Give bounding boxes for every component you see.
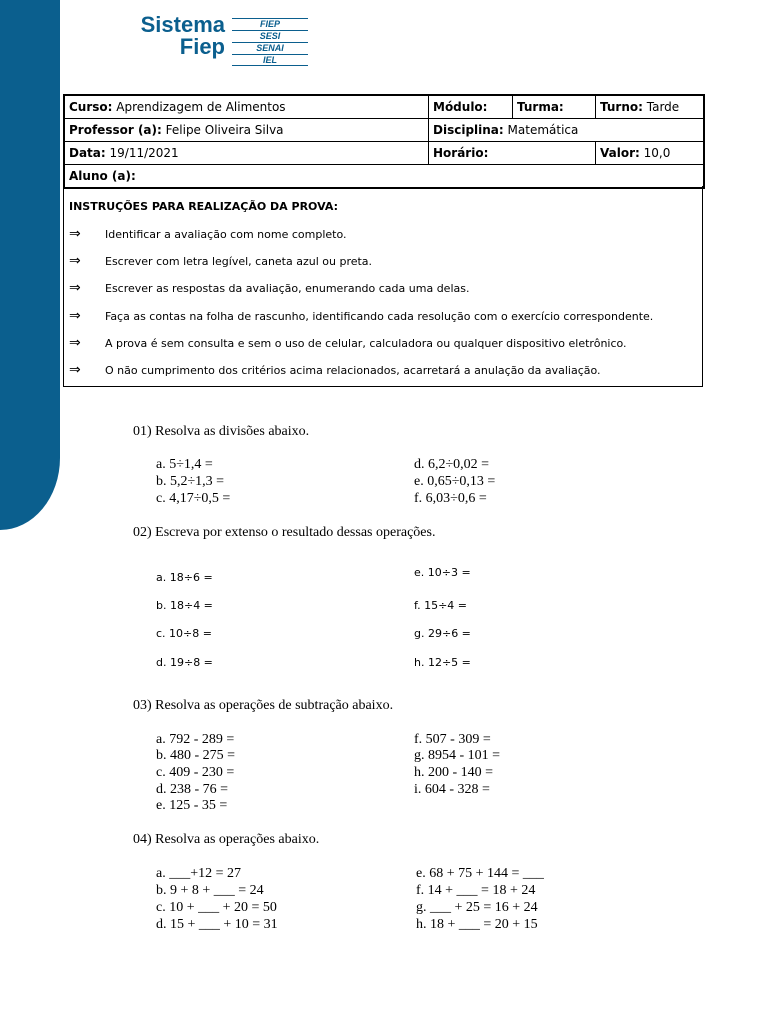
instruction-item: ⇒ A prova é sem consulta e sem o uso de celular, calculadora ou qualquer dispositivo eletrônico. [69,335,627,351]
arrow-right-icon: ⇒ [69,253,81,269]
question-02-title: 02) Escreva por extenso o resultado dessas operações. [133,525,436,540]
instruction-item: ⇒ Identificar a avaliação com nome completo. [69,226,347,242]
q4-item-e: e. 68 + 75 + 144 = ___ [416,866,544,881]
q3-item-f: f. 507 - 309 = [414,732,491,747]
q3-item-g: g. 8954 - 101 = [414,748,501,763]
turno-value: Tarde [646,100,680,114]
data-cell: Data: 19/11/2021 [64,142,429,165]
valor-value: 10,0 [643,146,671,160]
logo-box-sesi: SESI [232,30,308,41]
logo-entity-boxes [232,18,308,67]
q3-item-d: d. 238 - 76 = [156,782,229,797]
logo-word-sistema: Sistema [140,12,225,37]
q1-item-d: d. 6,2÷0,02 = [414,457,490,472]
exam-header-table [63,94,705,189]
horario-cell: Horário: [429,142,596,165]
curso-cell: Curso: Aprendizagem de Alimentos [64,95,429,119]
q4-item-g: g. ___ + 25 = 16 + 24 [416,900,538,915]
aluno-cell: Aluno (a): [64,165,704,189]
instructions-box [63,186,703,387]
instruction-item: ⇒ O não cumprimento dos critérios acima relacionados, acarretará a anulação da avaliação. [69,362,601,378]
professor-value: Felipe Oliveira Silva [165,123,284,137]
logo-box-senai: SENAI [232,42,308,53]
q4-item-b: b. 9 + 8 + ___ = 24 [156,883,264,898]
arrow-right-icon: ⇒ [69,308,81,324]
logo-word-fiep: Fiep [179,34,225,59]
q2-item-g: g. 29÷6 = [414,627,471,640]
q1-item-c: c. 4,17÷0,5 = [156,491,231,506]
turno-cell: Turno: Tarde [596,95,705,119]
q2-item-b: b. 18÷4 = [156,599,213,612]
logo-wordmark [110,14,225,58]
instruction-item: ⇒ Escrever com letra legível, caneta azul ou preta. [69,253,373,269]
q1-item-b: b. 5,2÷1,3 = [156,474,225,489]
q2-item-d: d. 19÷8 = [156,656,213,669]
q3-item-a: a. 792 - 289 = [156,732,235,747]
q3-item-b: b. 480 - 275 = [156,748,236,763]
q3-item-c: c. 409 - 230 = [156,765,235,780]
valor-cell: Valor: 10,0 [596,142,705,165]
modulo-cell: Módulo: [429,95,513,119]
q3-item-h: h. 200 - 140 = [414,765,494,780]
arrow-right-icon: ⇒ [69,280,81,296]
q2-item-h: h. 12÷5 = [414,656,471,669]
q1-item-e: e. 0,65÷0,13 = [414,474,496,489]
logo-box-iel: IEL [232,54,308,66]
instruction-item: ⇒ Faça as contas na folha de rascunho, identificando cada resolução com o exercício correspondente. [69,308,654,324]
q2-item-e: e. 10÷3 = [414,566,471,579]
question-01-title: 01) Resolva as divisões abaixo. [133,424,310,439]
arrow-right-icon: ⇒ [69,335,81,351]
arrow-right-icon: ⇒ [69,362,81,378]
q3-item-e: e. 125 - 35 = [156,798,228,813]
q2-item-a: a. 18÷6 = [156,571,213,584]
disciplina-value: Matemática [507,123,579,137]
q2-item-f: f. 15÷4 = [414,599,467,612]
q4-item-d: d. 15 + ___ + 10 = 31 [156,917,278,932]
q4-item-c: c. 10 + ___ + 20 = 50 [156,900,277,915]
professor-cell: Professor (a): Felipe Oliveira Silva [64,119,429,142]
q1-item-a: a. 5÷1,4 = [156,457,213,472]
q1-item-f: f. 6,03÷0,6 = [414,491,487,506]
curso-value: Aprendizagem de Alimentos [116,100,286,114]
q2-item-c: c. 10÷8 = [156,627,212,640]
q4-item-f: f. 14 + ___ = 18 + 24 [416,883,536,898]
question-04-title: 04) Resolva as operações abaixo. [133,832,320,847]
turma-cell: Turma: [513,95,596,119]
question-03-title: 03) Resolva as operações de subtração abaixo. [133,698,394,713]
data-value: 19/11/2021 [109,146,179,160]
logo-box-fiep: FIEP [232,18,308,29]
q3-item-i: i. 604 - 328 = [414,782,490,797]
instructions-title: INSTRUÇÕES PARA REALIZAÇÃO DA PROVA: [69,200,338,213]
arrow-right-icon: ⇒ [69,226,81,242]
q4-item-a: a. ___+12 = 27 [156,866,242,881]
q4-item-h: h. 18 + ___ = 20 + 15 [416,917,538,932]
instruction-item: ⇒ Escrever as respostas da avaliação, enumerando cada uma delas. [69,280,470,296]
disciplina-cell: Disciplina: Matemática [429,119,705,142]
side-decorative-band [0,0,60,530]
